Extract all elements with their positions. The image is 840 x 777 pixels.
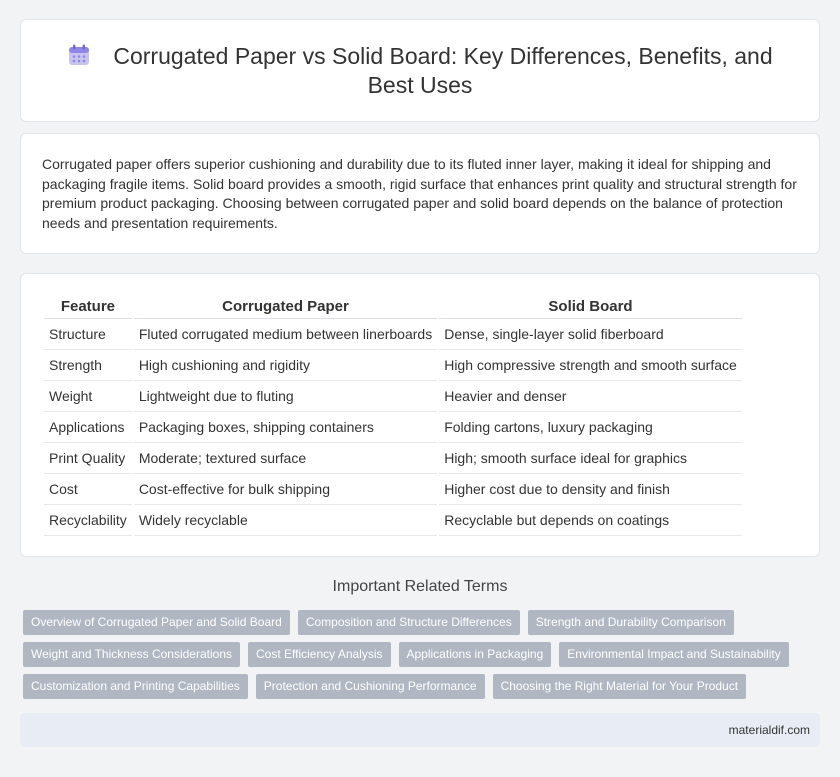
tag-row	[23, 674, 823, 699]
cell-corrugated: Lightweight due to fluting	[134, 381, 437, 412]
title-card	[20, 19, 820, 122]
intro-card	[20, 133, 820, 254]
related-terms-tags	[23, 610, 823, 706]
page-title: Corrugated Paper vs Solid Board: Key Differences, Benefits, and Best Uses	[113, 43, 773, 98]
tag-link[interactable]: Applications in Packaging	[399, 642, 552, 667]
table-row	[44, 443, 742, 474]
cell-corrugated: Packaging boxes, shipping containers	[134, 412, 437, 443]
cell-feature: Applications	[44, 412, 132, 443]
tag-link[interactable]: Weight and Thickness Considerations	[23, 642, 240, 667]
cell-solid: Higher cost due to density and finish	[439, 474, 742, 505]
page-title-wrap	[21, 42, 819, 100]
cell-corrugated: Cost-effective for bulk shipping	[134, 474, 437, 505]
header-corrugated-paper: Corrugated Paper	[134, 295, 437, 319]
comparison-table	[42, 295, 744, 536]
tag-link[interactable]: Choosing the Right Material for Your Product	[493, 674, 746, 699]
cell-corrugated: Widely recyclable	[134, 505, 437, 536]
table-row	[44, 381, 742, 412]
cell-feature: Structure	[44, 319, 132, 350]
table-row	[44, 412, 742, 443]
tag-link[interactable]: Strength and Durability Comparison	[528, 610, 734, 635]
tag-row	[23, 610, 823, 635]
footer-site-link[interactable]: materialdif.com	[728, 723, 810, 737]
tag-link[interactable]: Overview of Corrugated Paper and Solid Board	[23, 610, 290, 635]
table-row	[44, 474, 742, 505]
calendar-icon	[67, 43, 91, 67]
header-feature: Feature	[44, 295, 132, 319]
header-solid-board: Solid Board	[439, 295, 742, 319]
cell-solid: Recyclable but depends on coatings	[439, 505, 742, 536]
cell-feature: Recyclability	[44, 505, 132, 536]
table-row	[44, 350, 742, 381]
cell-corrugated: Fluted corrugated medium between linerboards	[134, 319, 437, 350]
cell-feature: Strength	[44, 350, 132, 381]
tag-link[interactable]: Customization and Printing Capabilities	[23, 674, 248, 699]
cell-corrugated: Moderate; textured surface	[134, 443, 437, 474]
tag-link[interactable]: Cost Efficiency Analysis	[248, 642, 391, 667]
intro-paragraph: Corrugated paper offers superior cushioning and durability due to its fluted inner layer, making it ideal for shipping and packaging fragile items. Solid board provides a smooth, rigid surface that enhances print quality and structural strength for premium product packaging. Choosing between corrugated paper and solid board depends on the balance of protection needs and presentation requirements.	[42, 156, 797, 231]
cell-corrugated: High cushioning and rigidity	[134, 350, 437, 381]
cell-feature: Cost	[44, 474, 132, 505]
cell-solid: High compressive strength and smooth surface	[439, 350, 742, 381]
tag-link[interactable]: Protection and Cushioning Performance	[256, 674, 485, 699]
table-row	[44, 505, 742, 536]
cell-solid: Heavier and denser	[439, 381, 742, 412]
cell-feature: Print Quality	[44, 443, 132, 474]
tag-row	[23, 642, 823, 667]
cell-solid: High; smooth surface ideal for graphics	[439, 443, 742, 474]
cell-solid: Dense, single-layer solid fiberboard	[439, 319, 742, 350]
related-terms-title: Important Related Terms	[332, 578, 508, 595]
cell-solid: Folding cartons, luxury packaging	[439, 412, 742, 443]
tag-link[interactable]: Environmental Impact and Sustainability	[559, 642, 788, 667]
comparison-card	[20, 273, 820, 557]
tag-link[interactable]: Composition and Structure Differences	[298, 610, 520, 635]
footer-bar	[20, 713, 820, 747]
table-row	[44, 319, 742, 350]
table-header-row	[44, 295, 742, 319]
cell-feature: Weight	[44, 381, 132, 412]
